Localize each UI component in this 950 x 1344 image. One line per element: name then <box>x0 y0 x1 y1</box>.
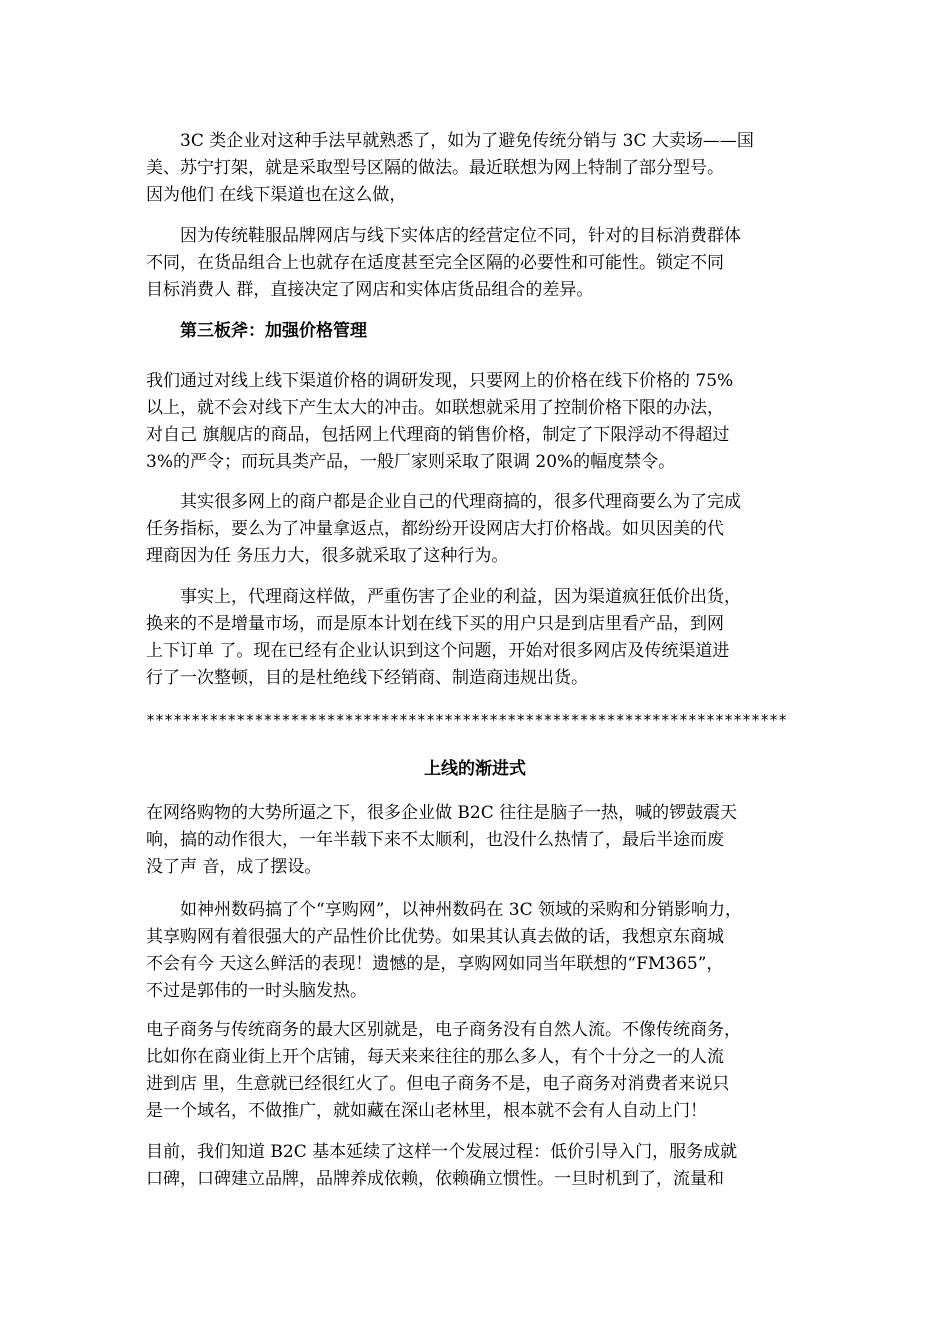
paragraph-price-research <box>146 368 810 476</box>
text-line: 比如你在商业街上开个店铺，每天来来往往的那么多人，有个十分之一的人流 <box>146 1047 724 1067</box>
paragraph-3c-models <box>146 128 810 209</box>
text-line: 我们通过对线上线下渠道价格的调研发现，只要网上的价格在线下价格的 75% <box>146 371 734 391</box>
text-line: 目前，我们知道 B2C 基本延续了这样一个发展过程：低价引导入门，服务成就 <box>146 1142 738 1162</box>
text-line: 对自己 旗舰店的商品，包括网上代理商的销售价格，制定了下限浮动不得超过 <box>146 425 730 445</box>
text-line: 理商因为任 务压力大，很多就采取了这种行为。 <box>146 546 509 566</box>
paragraph-ecommerce-traffic <box>146 1017 810 1125</box>
text-line: 进到店 里，生意就已经很红火了。但电子商务不是，电子商务对消费者来说只 <box>146 1074 730 1094</box>
text-line: 没了声 音，成了摆设。 <box>146 857 322 877</box>
text-line: 如神州数码搞了个“享购网”，以神州数码在 3C 领域的采购和分销影响力， <box>146 900 743 920</box>
text-line: 不同，在货品组合上也就存在适度甚至完全区隔的必要性和可能性。锁定不同 <box>146 253 724 273</box>
text-line: 3%的严令；而玩具类产品，一般厂家则采取了限调 20%的幅度禁令。 <box>146 452 676 472</box>
text-line: 不过是郭伟的一时头脑发热。 <box>146 981 367 1001</box>
text-line: 其实很多网上的商户都是企业自己的代理商搞的，很多代理商要么为了完成 <box>146 492 741 512</box>
text-line: 响，搞的动作很大，一年半载下来不太顺利，也没什么热情了，最后半途而废 <box>146 830 724 850</box>
paragraph-footwear-brands <box>146 223 810 304</box>
text-line: 是一个域名，不做推广，就如藏在深山老林里，根本就不会有人自动上门！ <box>146 1101 707 1121</box>
text-line: 3C 类企业对这种手法早就熟悉了，如为了避免传统分销与 3C 大卖场——国 <box>146 131 754 151</box>
text-line: 以上，就不会对线下产生太大的冲击。如联想就采用了控制价格下限的办法， <box>146 398 724 418</box>
paragraph-b2c-process <box>146 1139 810 1193</box>
text-line: 美、苏宁打架，就是采取型号区隔的做法。最近联想为网上特制了部分型号。 <box>146 158 724 178</box>
text-line: 电子商务与传统商务的最大区别就是，电子商务没有自然人流。不像传统商务， <box>146 1020 741 1040</box>
text-line: 因为他们 在线下渠道也在这么做， <box>146 185 407 205</box>
article-title: 上线的渐进式 <box>424 759 526 779</box>
text-line: 不会有今 天这么鲜活的表现！遗憾的是，享购网如同当年联想的“FM365”， <box>146 954 724 974</box>
paragraph-fact <box>146 584 810 692</box>
text-line: 事实上，代理商这样做，严重伤害了企业的利益，因为渠道疯狂低价出货， <box>146 587 741 607</box>
asterisk-divider: *********************************************************************** <box>146 711 788 729</box>
text-line: 口碑，口碑建立品牌，品牌养成依赖，依赖确立惯性。一旦时机到了，流量和 <box>146 1169 724 1189</box>
text-line: 上下订单 了。现在已经有企业认识到这个问题，开始对很多网店及传统渠道进 <box>146 641 730 661</box>
text-line: 目标消费人 群，直接决定了网店和实体店货品组合的差异。 <box>146 280 594 300</box>
paragraph-agents <box>146 489 810 570</box>
paragraph-b2c-trend <box>146 800 810 881</box>
text-line: 任务指标，要么为了冲量拿返点，都纷纷开设网店大打价格战。如贝因美的代 <box>146 519 724 539</box>
text-line: 因为传统鞋服品牌网店与线下实体店的经营定位不同，针对的目标消费群体 <box>146 226 741 246</box>
text-line: 在网络购物的大势所逼之下，很多企业做 B2C 往往是脑子一热，喊的锣鼓震天 <box>146 803 738 823</box>
text-line: 行了一次整顿，目的是杜绝线下经销商、制造商违规出货。 <box>146 668 588 688</box>
section-heading: 第三板斧：加强价格管理 <box>146 321 367 341</box>
text-line: 换来的不是增量市场，而是原本计划在线下买的用户只是到店里看产品，到网 <box>146 614 724 634</box>
paragraph-digital-china <box>146 897 810 1005</box>
text-line: 其享购网有着很强大的产品性价比优势。如果其认真去做的话，我想京东商城 <box>146 927 724 947</box>
